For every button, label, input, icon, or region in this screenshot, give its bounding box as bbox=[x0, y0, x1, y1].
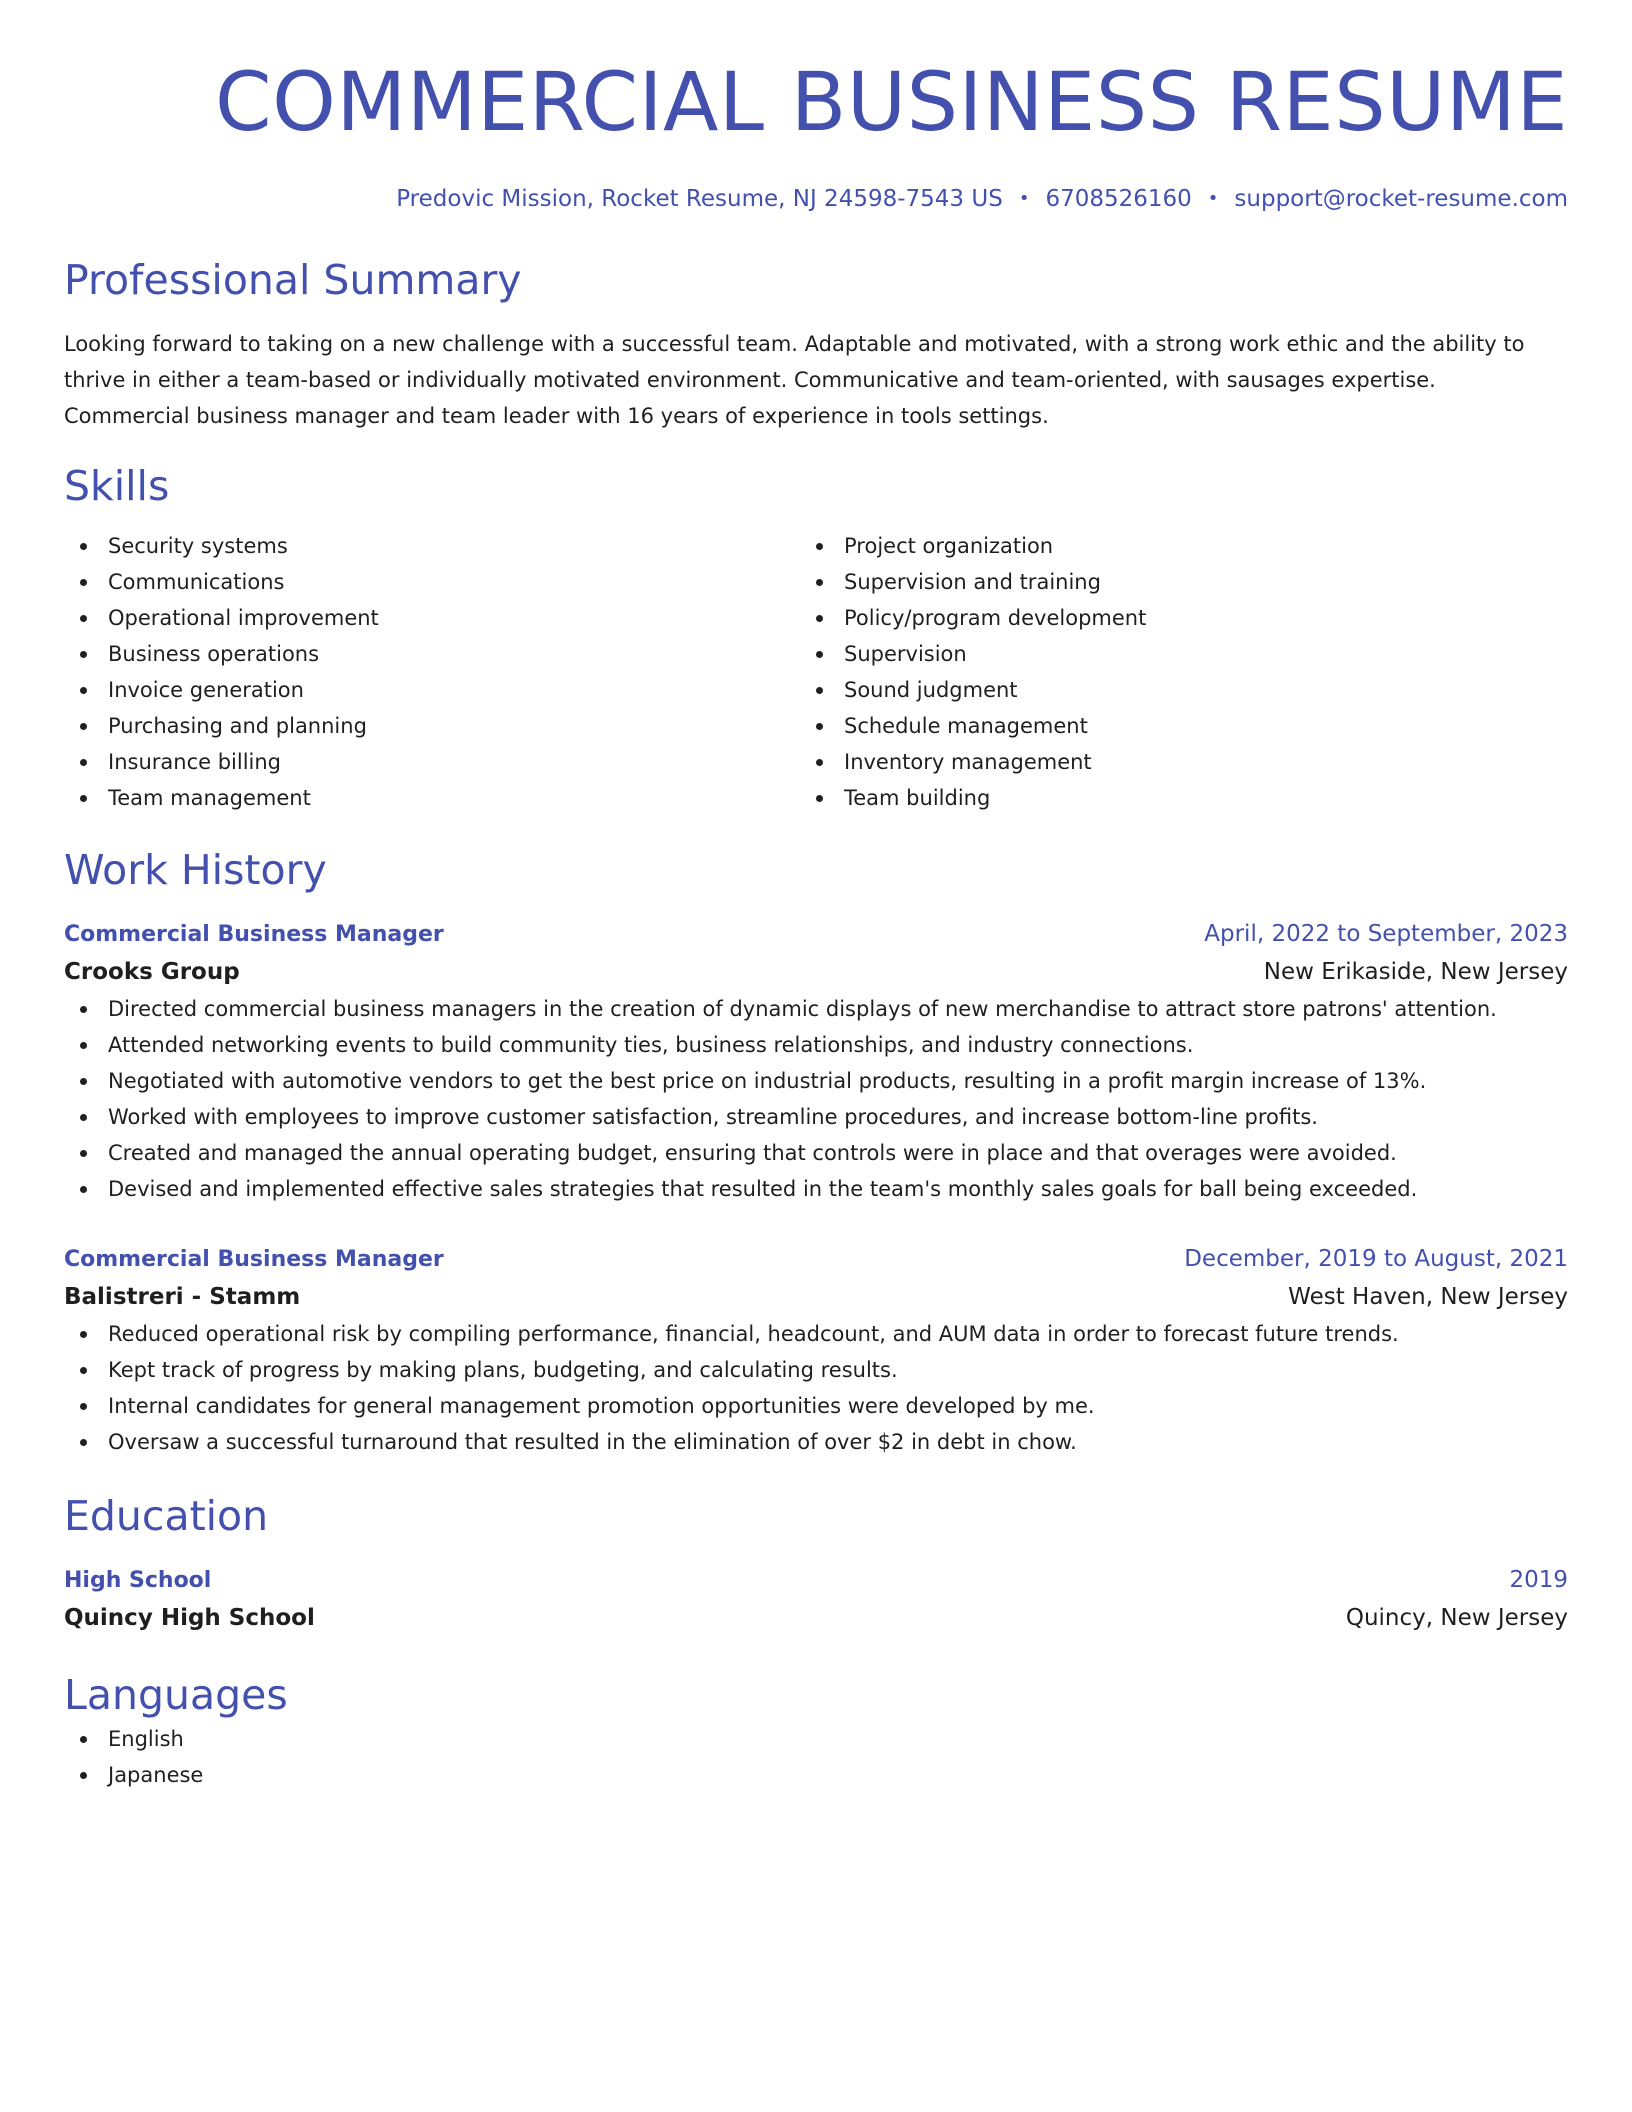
bullet-dot bbox=[80, 1331, 87, 1338]
skill-item-text: Communications bbox=[108, 570, 285, 594]
skills-list-left bbox=[64, 528, 800, 816]
skill-item bbox=[64, 672, 800, 708]
job-bullet-text: Reduced operational risk by compiling performance, financial, headcount, and AUM data in order to forecast future trends. bbox=[108, 1322, 1399, 1346]
bullet-dot bbox=[816, 579, 823, 586]
skills-column-right bbox=[800, 528, 1536, 816]
skill-item-text: Supervision and training bbox=[844, 570, 1101, 594]
bullet-dot bbox=[80, 1114, 87, 1121]
skill-item-text: Operational improvement bbox=[108, 606, 379, 630]
skill-item-text: Invoice generation bbox=[108, 678, 304, 702]
skill-item bbox=[800, 708, 1536, 744]
skill-item-text: Schedule management bbox=[844, 714, 1088, 738]
bullet-dot bbox=[80, 1042, 87, 1049]
skills-list-right bbox=[800, 528, 1536, 816]
bullet-dot bbox=[80, 1439, 87, 1446]
bullet-dot bbox=[80, 1078, 87, 1085]
education-year: 2019 bbox=[1509, 1567, 1568, 1593]
bullet-dot bbox=[816, 687, 823, 694]
job-bullet bbox=[64, 1316, 1568, 1352]
contact-separator: • bbox=[1207, 188, 1219, 209]
skill-item bbox=[800, 672, 1536, 708]
job-company-row bbox=[64, 1278, 1568, 1316]
job-bullet-text: Attended networking events to build community ties, business relationships, and industry connections. bbox=[108, 1033, 1194, 1057]
skill-item-text: Purchasing and planning bbox=[108, 714, 367, 738]
bullet-dot bbox=[80, 579, 87, 586]
job-bullet bbox=[64, 1099, 1568, 1135]
bullet-dot bbox=[80, 1772, 87, 1779]
skill-item bbox=[800, 636, 1536, 672]
summary-text: Looking forward to taking on a new challenge with a successful team. Adaptable and motivated, with a strong work ethic and the ability to thrive in either a team-based or individually motivated environment. Communicative and team-oriented, with sausages expertise. Commercial business manager and team leader with 16 years of experience in tools settings. bbox=[64, 332, 1525, 428]
education-degree: High School bbox=[64, 1568, 212, 1593]
job-bullet-text: Worked with employees to improve customer satisfaction, streamline procedures, and increase bottom-line profits. bbox=[108, 1105, 1318, 1129]
skill-item-text: Business operations bbox=[108, 642, 320, 666]
bullet-dot bbox=[80, 1150, 87, 1157]
job-company: Crooks Group bbox=[64, 959, 240, 985]
job-entry bbox=[64, 916, 1568, 1207]
job-bullet bbox=[64, 1027, 1568, 1063]
job-bullet bbox=[64, 1171, 1568, 1207]
job-bullet bbox=[64, 991, 1568, 1027]
skill-item-text: Team management bbox=[108, 786, 311, 810]
bullet-dot bbox=[80, 1367, 87, 1374]
job-bullet-text: Internal candidates for general management promotion opportunities were developed by me. bbox=[108, 1394, 1095, 1418]
job-role: Commercial Business Manager bbox=[64, 1247, 444, 1272]
languages-heading: Languages bbox=[64, 1671, 288, 1719]
bullet-dot bbox=[80, 615, 87, 622]
skill-item bbox=[64, 636, 800, 672]
language-item bbox=[64, 1757, 1568, 1793]
job-bullet bbox=[64, 1063, 1568, 1099]
skill-item bbox=[64, 528, 800, 564]
contact-line bbox=[64, 183, 1568, 217]
skill-item-text: Policy/program development bbox=[844, 606, 1147, 630]
skill-item-text: Project organization bbox=[844, 534, 1054, 558]
skill-item bbox=[64, 564, 800, 600]
job-company-row bbox=[64, 953, 1568, 991]
job-bullet-text: Directed commercial business managers in the creation of dynamic displays of new merchandise to attract store patrons' attention. bbox=[108, 997, 1497, 1021]
skill-item bbox=[64, 780, 800, 816]
job-dates: December, 2019 to August, 2021 bbox=[1184, 1246, 1568, 1272]
bullet-dot bbox=[80, 795, 87, 802]
skill-item bbox=[64, 708, 800, 744]
skill-item bbox=[64, 600, 800, 636]
education-heading: Education bbox=[64, 1492, 269, 1540]
skills-column-left bbox=[64, 528, 800, 816]
bullet-dot bbox=[80, 1186, 87, 1193]
bullet-dot bbox=[80, 543, 87, 550]
education-school: Quincy High School bbox=[64, 1605, 315, 1631]
languages-list bbox=[64, 1721, 1568, 1793]
language-item bbox=[64, 1721, 1568, 1757]
skill-item-text: Security systems bbox=[108, 534, 288, 558]
bullet-dot bbox=[80, 651, 87, 658]
education-location: Quincy, New Jersey bbox=[1345, 1605, 1568, 1631]
skill-item-text: Sound judgment bbox=[844, 678, 1018, 702]
education-header-row bbox=[64, 1562, 1568, 1599]
language-item-text: English bbox=[108, 1727, 184, 1751]
education-entry bbox=[64, 1562, 1568, 1637]
job-bullet-text: Negotiated with automotive vendors to get the best price on industrial products, resulting in a profit margin increase of 13%. bbox=[108, 1069, 1427, 1093]
skill-item bbox=[800, 564, 1536, 600]
job-entry bbox=[64, 1241, 1568, 1460]
job-bullets bbox=[64, 991, 1568, 1207]
contact-separator: • bbox=[1018, 188, 1030, 209]
job-bullet bbox=[64, 1388, 1568, 1424]
skills-heading: Skills bbox=[64, 462, 170, 510]
skill-item bbox=[800, 528, 1536, 564]
job-bullet-text: Kept track of progress by making plans, budgeting, and calculating results. bbox=[108, 1358, 898, 1382]
resume-title: COMMERCIAL BUSINESS RESUME bbox=[215, 56, 1568, 150]
job-bullets bbox=[64, 1316, 1568, 1460]
bullet-dot bbox=[816, 615, 823, 622]
skill-item-text: Inventory management bbox=[844, 750, 1092, 774]
job-bullet bbox=[64, 1135, 1568, 1171]
resume-header bbox=[64, 55, 1568, 217]
bullet-dot bbox=[816, 723, 823, 730]
language-item-text: Japanese bbox=[108, 1763, 204, 1787]
education-school-row bbox=[64, 1599, 1568, 1637]
skill-item-text: Team building bbox=[844, 786, 991, 810]
bullet-dot bbox=[80, 687, 87, 694]
job-bullet bbox=[64, 1352, 1568, 1388]
skill-item-text: Insurance billing bbox=[108, 750, 282, 774]
job-bullet bbox=[64, 1424, 1568, 1460]
summary-heading: Professional Summary bbox=[64, 256, 522, 304]
bullet-dot bbox=[80, 1736, 87, 1743]
bullet-dot bbox=[816, 795, 823, 802]
job-location: West Haven, New Jersey bbox=[1288, 1284, 1568, 1310]
skill-item bbox=[800, 780, 1536, 816]
bullet-dot bbox=[80, 723, 87, 730]
work-history-heading: Work History bbox=[64, 846, 327, 894]
skill-item-text: Supervision bbox=[844, 642, 967, 666]
job-company: Balistreri - Stamm bbox=[64, 1284, 301, 1310]
contact-email: support@rocket-resume.com bbox=[1234, 186, 1568, 212]
contact-phone: 6708526160 bbox=[1045, 186, 1192, 212]
bullet-dot bbox=[80, 1006, 87, 1013]
bullet-dot bbox=[80, 1403, 87, 1410]
job-location: New Erikaside, New Jersey bbox=[1263, 959, 1568, 985]
job-dates: April, 2022 to September, 2023 bbox=[1204, 921, 1568, 947]
bullet-dot bbox=[816, 651, 823, 658]
bullet-dot bbox=[816, 543, 823, 550]
contact-address: Predovic Mission, Rocket Resume, NJ 24598-7543 US bbox=[396, 186, 1003, 212]
skill-item bbox=[800, 600, 1536, 636]
job-header-row bbox=[64, 1241, 1568, 1278]
skill-item bbox=[800, 744, 1536, 780]
skill-item bbox=[64, 744, 800, 780]
job-header-row bbox=[64, 916, 1568, 953]
bullet-dot bbox=[80, 759, 87, 766]
job-bullet-text: Created and managed the annual operating budget, ensuring that controls were in place and that overages were avoided. bbox=[108, 1141, 1397, 1165]
job-bullet-text: Devised and implemented effective sales strategies that resulted in the team's monthly sales goals for ball being exceeded. bbox=[108, 1177, 1418, 1201]
skills-grid bbox=[64, 528, 1568, 816]
bullet-dot bbox=[816, 759, 823, 766]
job-bullet-text: Oversaw a successful turnaround that resulted in the elimination of over $2 in debt in chow. bbox=[108, 1430, 1077, 1454]
job-role: Commercial Business Manager bbox=[64, 922, 444, 947]
